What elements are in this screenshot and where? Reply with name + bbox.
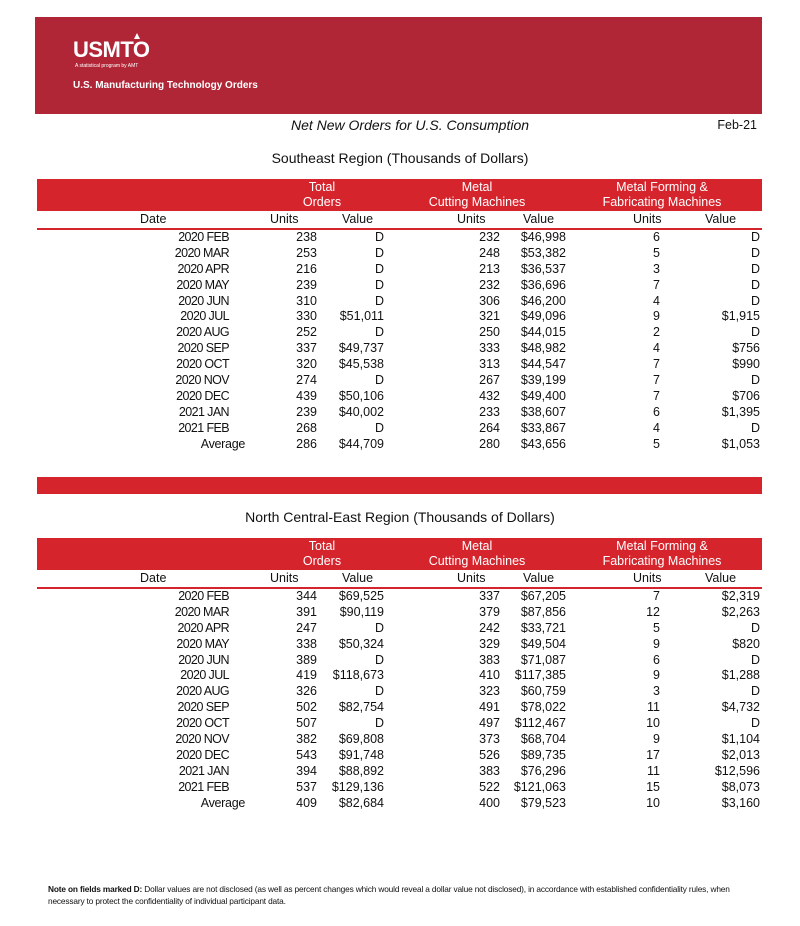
cell-cut-value: $68,704 [520,732,566,747]
cell-form-units: 7 [653,589,660,603]
cell-cut-units: 491 [479,700,500,715]
cell-total-units: 286 [296,436,317,451]
cell-cut-units: 526 [479,747,500,762]
cell-form-value: D [750,277,760,292]
cell-form-units: 4 [653,420,660,435]
cell-total-value: D [374,652,384,667]
group-header-line: Total [308,539,336,553]
cell-total-value: D [374,684,384,699]
cell-form-units: 7 [653,277,660,292]
cell-cut-value: $121,063 [513,779,566,794]
report-title-text: Net New Orders for U.S. Consumption [290,117,530,133]
cell-total-value: D [374,620,384,635]
group-header-line: Metal [461,180,493,194]
cell-cut-units: 432 [479,388,500,403]
cell-total-value: $51,011 [339,309,384,324]
section-separator [37,477,762,494]
cell-form-value: $1,395 [721,404,760,419]
cell-cut-units: 333 [479,341,500,356]
cell-form-value: D [750,620,760,635]
cell-total-units: 274 [296,373,317,388]
cell-form-value: D [750,230,760,244]
cell-cut-units: 321 [479,309,500,324]
average-row [37,437,762,453]
average-row [37,796,762,812]
cell-date: 2020 DEC [176,747,229,762]
cell-total-units: 239 [296,404,317,419]
cell-cut-units: 383 [479,652,500,667]
cell-total-value: $82,684 [338,795,384,810]
cell-total-units: 268 [296,420,317,435]
cell-form-value: D [750,684,760,699]
table-row [37,780,762,796]
cell-cut-value: $71,087 [520,652,566,667]
cell-date: 2020 APR [177,620,229,635]
cell-form-units: 9 [653,309,660,324]
cell-cut-value: $79,523 [520,795,566,810]
column-header-row [37,571,762,586]
group-header-line: Fabricating Machines [602,554,722,568]
group-header-line: Metal Forming & [616,539,708,553]
cell-cut-value: $36,696 [520,277,566,292]
table-row [37,716,762,732]
group-header-line: Metal [461,539,493,553]
cell-form-units: 4 [653,293,660,308]
table-row [37,653,762,669]
footnote [48,883,768,907]
cell-date: Average [200,795,245,810]
group-header-line: Orders [302,554,342,568]
cell-date: 2020 DEC [176,388,229,403]
cell-date: 2021 JAN [178,404,229,419]
cell-date: 2020 NOV [175,373,229,388]
cell-cut-units: 213 [479,261,500,276]
cell-date: 2020 AUG [176,325,229,340]
cell-date: 2021 FEB [178,779,229,794]
cell-total-units: 253 [296,245,317,260]
cell-form-value: $1,104 [721,732,760,747]
cell-cut-units: 313 [479,357,500,372]
cell-cut-value: $89,735 [520,747,566,762]
cell-date: 2020 SEP [177,341,229,356]
cell-form-value: D [750,652,760,667]
cell-total-value: $45,538 [338,357,384,372]
cell-cut-value: $39,199 [520,373,566,388]
cell-total-units: 326 [296,684,317,699]
col-header-total-value: Value [342,571,374,585]
cell-total-units: 216 [296,261,317,276]
cell-cut-value: $44,547 [520,357,566,372]
cell-form-value: $12,596 [714,763,760,778]
cell-total-value: D [374,277,384,292]
cell-date: 2020 MAY [176,277,229,292]
cell-form-units: 7 [653,373,660,388]
cell-cut-units: 232 [479,277,500,292]
cell-date: 2020 OCT [176,716,229,731]
table-row [37,230,762,246]
cell-cut-units: 233 [479,404,500,419]
footnote-label: Note on fields marked D: [48,884,143,894]
table-body [37,589,762,811]
cell-total-value: $69,525 [338,589,384,603]
table-row [37,262,762,278]
cell-cut-units: 379 [479,604,500,619]
cell-total-units: 419 [296,668,317,683]
cell-total-units: 320 [296,357,317,372]
cell-total-value: D [374,230,384,244]
cell-total-value: $40,002 [338,404,384,419]
cell-date: 2021 FEB [178,420,229,435]
cell-cut-units: 337 [479,589,500,603]
cell-total-value: $50,324 [338,636,384,651]
cell-cut-value: $112,467 [514,716,566,731]
cell-cut-value: $53,382 [520,245,566,260]
cell-date: 2020 NOV [175,732,229,747]
cell-form-value: $4,732 [721,700,760,715]
cell-cut-value: $60,759 [520,684,566,699]
cell-total-value: D [374,420,384,435]
cell-total-units: 391 [296,604,317,619]
cell-date: 2020 APR [177,261,229,276]
cell-form-units: 9 [653,668,660,683]
usmto-logo: USMTO [73,37,150,62]
cell-total-value: $118,673 [332,668,384,683]
cell-total-units: 310 [296,293,317,308]
cell-date: 2020 MAR [174,604,229,619]
cell-total-value: D [374,245,384,260]
cell-form-value: $820 [732,636,760,651]
cell-total-units: 382 [296,732,317,747]
table-row [37,668,762,684]
report-title [0,117,800,133]
cell-total-value: $50,106 [338,388,384,403]
cell-date: 2020 FEB [178,230,229,244]
cell-cut-value: $76,296 [520,763,566,778]
table-row [37,621,762,637]
col-header-form-units: Units [633,571,662,585]
cell-form-value: $1,288 [721,668,760,683]
cell-date: 2020 FEB [178,589,229,603]
cell-cut-value: $46,998 [520,230,566,244]
cell-cut-units: 232 [479,230,500,244]
cell-date: 2021 JAN [178,763,229,778]
banner-title: U.S. Manufacturing Technology Orders [73,80,258,91]
col-header-form-value: Value [705,571,737,585]
cell-cut-units: 242 [479,620,500,635]
cell-total-value: $90,119 [339,604,384,619]
table-row [37,373,762,389]
cell-total-value: $91,748 [338,747,384,762]
cell-cut-value: $38,607 [520,404,566,419]
cell-cut-units: 280 [479,436,500,451]
cell-date: 2020 JUL [180,668,229,683]
cell-date: 2020 OCT [176,357,229,372]
cell-date: 2020 JUN [178,652,229,667]
column-header-row [37,212,762,227]
cell-total-value: D [374,716,384,731]
cell-total-value: $49,737 [338,341,384,356]
cell-total-units: 394 [296,763,317,778]
cell-cut-value: $43,656 [520,436,566,451]
cell-cut-units: 522 [479,779,500,794]
col-header-total-units: Units [270,571,299,585]
table-row [37,748,762,764]
cell-total-units: 344 [296,589,317,603]
group-header-line: Total [308,180,336,194]
table-row [37,341,762,357]
cell-cut-units: 410 [479,668,500,683]
cell-form-units: 9 [653,732,660,747]
cell-date: 2020 MAY [176,636,229,651]
header-banner [35,17,762,114]
table-row [37,637,762,653]
cell-date: 2020 SEP [177,700,229,715]
table-row [37,605,762,621]
group-header-line: Cutting Machines [428,195,526,209]
table-row [37,309,762,325]
cell-total-value: $69,808 [338,732,384,747]
cell-cut-units: 250 [479,325,500,340]
section-title-southeast: Southeast Region (Thousands of Dollars) [271,150,529,166]
cell-form-value: D [750,716,760,731]
cell-form-value: D [750,293,760,308]
cell-form-units: 9 [653,636,660,651]
group-header-metal-cutting [417,180,537,210]
cell-form-units: 11 [647,763,660,778]
cell-cut-value: $49,096 [520,309,566,324]
cell-form-value: $8,073 [721,779,760,794]
col-header-form-value: Value [705,212,737,226]
cell-date: 2020 AUG [176,684,229,699]
cell-form-units: 17 [646,747,660,762]
cell-total-value: D [374,293,384,308]
table-row [37,421,762,437]
cell-form-value: D [750,261,760,276]
cell-total-units: 252 [296,325,317,340]
cell-form-units: 6 [653,230,660,244]
cell-form-value: D [750,325,760,340]
cell-form-units: 5 [653,436,660,451]
table-row [37,294,762,310]
logo-tagline: A statistical program by AMT [75,63,139,69]
cell-total-value: $82,754 [338,700,384,715]
cell-total-value: D [374,261,384,276]
cell-form-value: D [750,420,760,435]
table-row [37,732,762,748]
table-row [37,278,762,294]
col-header-cut-units: Units [457,212,486,226]
cell-cut-value: $49,400 [520,388,566,403]
cell-date: 2020 JUL [180,309,229,324]
footnote-text: Dollar values are not disclosed (as well as percent changes which would reveal a dollar value not disclosed), in accordance with established confidentiality rules, when necessary to protect the confidentiality of individual participant data. [48,884,730,906]
cell-date: Average [200,436,245,451]
cell-cut-units: 497 [479,716,500,731]
cell-total-units: 439 [296,388,317,403]
table-row [37,700,762,716]
table-body [37,230,762,452]
cell-form-units: 6 [653,404,660,419]
cell-cut-value: $67,205 [520,589,566,603]
cell-form-units: 15 [646,779,660,794]
cell-total-units: 239 [296,277,317,292]
table-row [37,357,762,373]
table-row [37,325,762,341]
cell-cut-units: 373 [479,732,500,747]
group-header-metal-cutting [417,539,537,569]
col-header-form-units: Units [633,212,662,226]
cell-total-value: $129,136 [331,779,384,794]
cell-form-units: 3 [653,684,660,699]
cell-date: 2020 MAR [174,245,229,260]
cell-cut-value: $87,856 [520,604,566,619]
cell-form-units: 10 [646,795,660,810]
col-header-cut-units: Units [457,571,486,585]
cell-cut-value: $33,721 [520,620,566,635]
cell-cut-units: 323 [479,684,500,699]
cell-form-value: $2,013 [721,747,760,762]
table-row [37,764,762,780]
cell-total-units: 543 [296,747,317,762]
cell-cut-value: $46,200 [520,293,566,308]
cell-total-units: 247 [296,620,317,635]
col-header-total-units: Units [270,212,299,226]
cell-form-units: 12 [646,604,660,619]
cell-form-units: 5 [653,620,660,635]
cell-total-value: D [374,373,384,388]
cell-form-value: $706 [732,388,760,403]
col-header-date: Date [140,212,167,226]
cell-cut-value: $36,537 [520,261,566,276]
cell-cut-value: $33,867 [520,420,566,435]
cell-form-value: $990 [732,357,760,372]
cell-cut-units: 306 [479,293,500,308]
cell-form-value: $1,915 [721,309,760,324]
group-header-line: Orders [302,195,342,209]
cell-cut-value: $49,504 [520,636,566,651]
cell-form-units: 5 [653,245,660,260]
report-date: Feb-21 [717,118,757,132]
cell-cut-value: $78,022 [520,700,566,715]
cell-total-value: $88,892 [338,763,384,778]
cell-total-value: D [374,325,384,340]
cell-cut-units: 264 [479,420,500,435]
cell-total-units: 507 [296,716,317,731]
cell-total-units: 330 [296,309,317,324]
cell-form-units: 6 [653,652,660,667]
cell-form-value: $1,053 [721,436,760,451]
cell-total-units: 537 [296,779,317,794]
cell-form-value: $3,160 [721,795,760,810]
col-header-date: Date [140,571,167,585]
cell-total-value: $44,709 [338,436,384,451]
cell-form-units: 2 [653,325,660,340]
group-header-metal-forming [592,539,732,569]
cell-cut-units: 383 [479,763,500,778]
cell-form-value: $2,263 [721,604,760,619]
section-title-north-central-east: North Central-East Region (Thousands of Dollars) [245,509,555,525]
cell-total-units: 338 [296,636,317,651]
group-header-line: Cutting Machines [428,554,526,568]
cell-form-value: $756 [732,341,760,356]
group-header-total-orders [272,539,372,569]
cell-total-units: 389 [296,652,317,667]
cell-cut-units: 329 [479,636,500,651]
col-header-cut-value: Value [523,571,555,585]
table-row [37,246,762,262]
table-row [37,684,762,700]
cell-form-units: 10 [646,716,660,731]
group-header-line: Fabricating Machines [602,195,722,209]
cell-cut-units: 248 [479,245,500,260]
table-row [37,589,762,605]
cell-cut-units: 267 [479,373,500,388]
cell-total-units: 238 [296,230,317,244]
cell-form-units: 7 [653,357,660,372]
cell-form-units: 3 [653,261,660,276]
col-header-total-value: Value [342,212,374,226]
cell-total-units: 337 [296,341,317,356]
cell-form-value: $2,319 [721,589,760,603]
table-row [37,389,762,405]
col-header-cut-value: Value [523,212,555,226]
cell-cut-value: $117,385 [514,668,566,683]
cell-cut-units: 400 [479,795,500,810]
group-header-metal-forming [592,180,732,210]
table-row [37,405,762,421]
cell-cut-value: $44,015 [520,325,566,340]
cell-total-units: 409 [296,795,317,810]
cell-form-units: 4 [653,341,660,356]
cell-date: 2020 JUN [178,293,229,308]
cell-form-value: D [750,373,760,388]
cell-form-value: D [750,245,760,260]
group-header-total-orders [272,180,372,210]
logo-arrow-icon [134,33,140,39]
cell-cut-value: $48,982 [520,341,566,356]
cell-form-units: 7 [653,388,660,403]
cell-form-units: 11 [647,700,660,715]
cell-total-units: 502 [296,700,317,715]
group-header-line: Metal Forming & [616,180,708,194]
